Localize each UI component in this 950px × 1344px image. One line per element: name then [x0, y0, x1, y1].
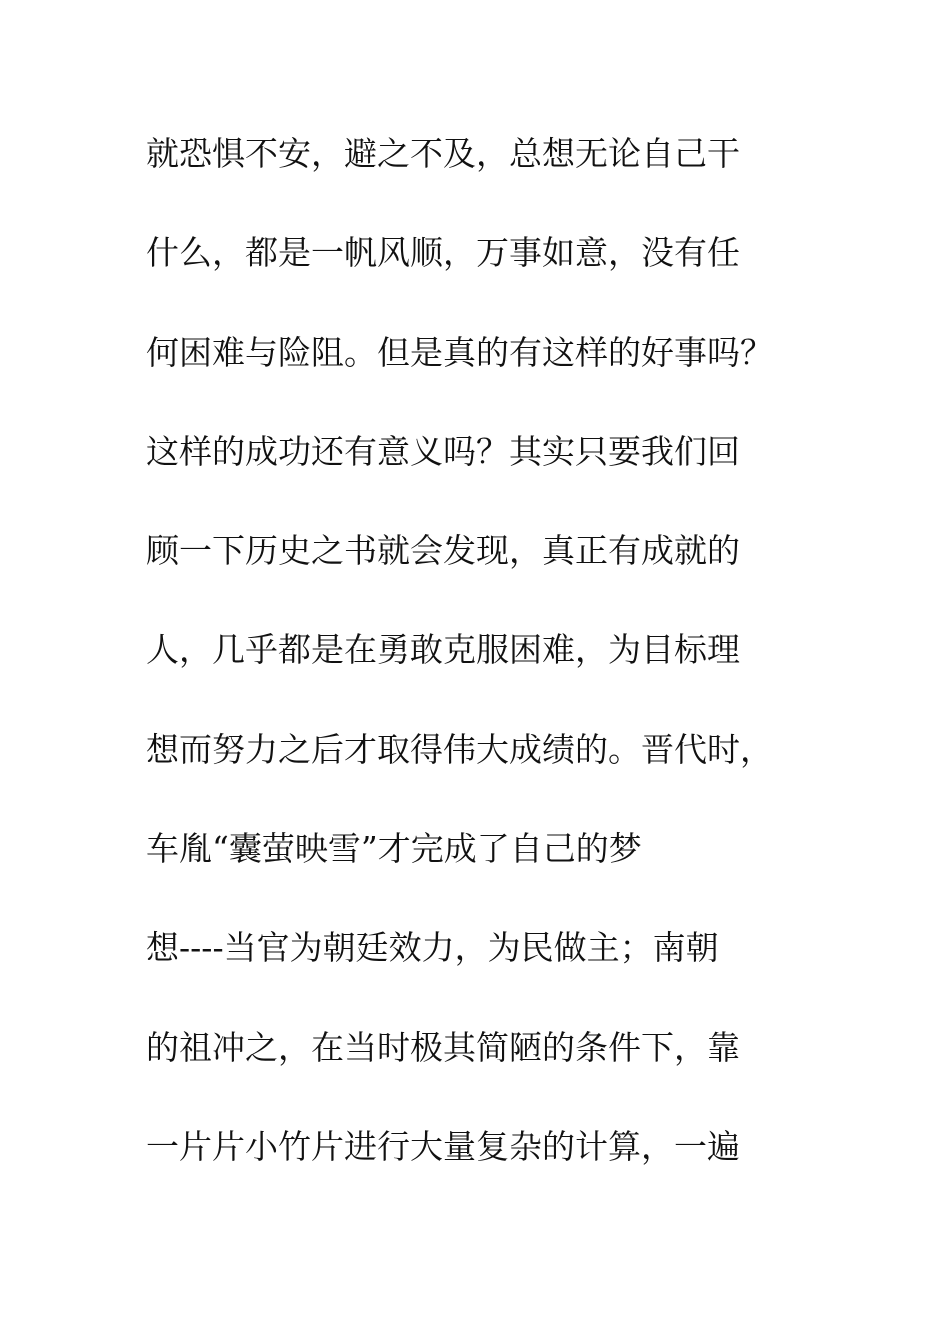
text-line: 的祖冲之，在当时极其简陋的条件下，靠	[146, 1027, 740, 1067]
text-line: 车胤“囊萤映雪”才完成了自己的梦	[146, 829, 642, 869]
text-line: 想----当官为朝廷效力，为民做主；南朝	[146, 928, 719, 968]
text-line: 人，几乎都是在勇敢克服困难，为目标理	[146, 630, 740, 670]
text-line: 这样的成功还有意义吗？其实只要我们回	[146, 431, 740, 471]
body-text	[146, 126, 826, 1218]
text-line: 什么，都是一帆风顺，万事如意，没有任	[146, 233, 740, 273]
text-line: 何困难与险阻。但是真的有这样的好事吗？	[146, 332, 773, 372]
text-line: 想而努力之后才取得伟大成绩的。晋代时，	[146, 729, 773, 769]
text-line: 就恐惧不安，避之不及，总想无论自己干	[146, 134, 740, 173]
text-line: 一片片小竹片进行大量复杂的计算，一遍	[146, 1126, 740, 1166]
text-line: 顾一下历史之书就会发现，真正有成就的	[146, 531, 740, 571]
